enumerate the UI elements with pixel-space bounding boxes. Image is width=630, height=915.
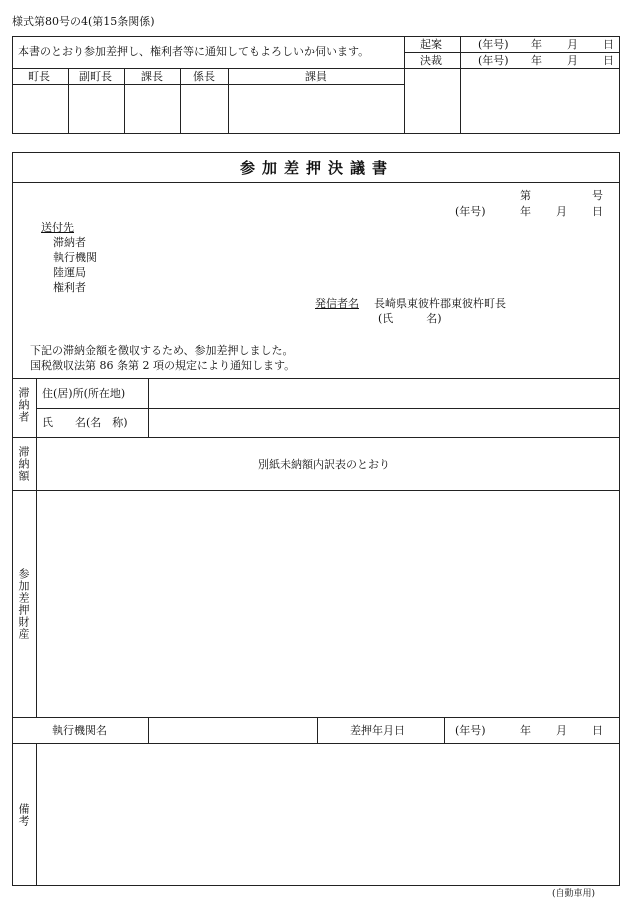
amount-label: 滞納額	[17, 446, 30, 482]
number-suffix: 号	[592, 189, 603, 202]
draft-label: 起案	[420, 38, 442, 51]
draft-year: 年	[531, 38, 542, 51]
seizure-date-month: 月	[556, 724, 567, 737]
role-deputy-mayor: 副町長	[79, 70, 112, 83]
role-unit-chief: 係長	[193, 70, 215, 83]
draft-day: 日	[603, 38, 614, 51]
draft-month: 月	[567, 38, 578, 51]
sender-label: 発信者名	[315, 297, 359, 310]
form-id: 様式第80号の4(第15条関係)	[12, 15, 155, 28]
remarks-label: 備考	[17, 803, 30, 827]
approval-inquiry-text: 本書のとおり参加差押し、権利者等に通知してもよろしいか伺います。	[18, 45, 370, 58]
doc-date-month: 月	[556, 205, 567, 218]
sender-name: 長崎県東彼杵郡東彼杵町長	[374, 297, 506, 310]
recipient-transport-bureau: 陸運局	[53, 266, 86, 279]
role-section-chief: 課長	[141, 70, 163, 83]
address-label: 住(居)所(所在地)	[42, 387, 126, 400]
agency-label: 執行機関名	[52, 724, 107, 737]
seizure-date-day: 日	[592, 724, 603, 737]
decision-month: 月	[567, 54, 578, 67]
doc-date-year: 年	[520, 205, 531, 218]
seal-name: (氏 名)	[378, 312, 442, 325]
decision-label: 決裁	[420, 54, 442, 67]
decision-year: 年	[531, 54, 542, 67]
recipient-rights-holder: 権利者	[53, 281, 86, 294]
draft-era: (年号)	[478, 38, 509, 51]
doc-date-day: 日	[592, 205, 603, 218]
document-title: 参加差押決議書	[240, 159, 395, 177]
number-prefix: 第	[520, 189, 531, 202]
body-line-2: 国税徴収法第 86 条第 2 項の規定により通知します。	[30, 359, 296, 372]
role-staff: 課員	[305, 70, 327, 83]
document-border	[12, 152, 620, 886]
amount-value: 別紙未納額内訳表のとおり	[258, 458, 390, 471]
recipients-heading: 送付先	[41, 221, 74, 234]
delinquent-label: 滞納者	[17, 387, 30, 423]
recipient-delinquent: 滞納者	[53, 236, 86, 249]
role-mayor: 町長	[28, 70, 50, 83]
name-label: 氏 名(名 称)	[42, 416, 128, 429]
decision-era: (年号)	[478, 54, 509, 67]
doc-date-era: (年号)	[455, 205, 486, 218]
recipient-agency: 執行機関	[53, 251, 97, 264]
seizure-date-year: 年	[520, 724, 531, 737]
decision-day: 日	[603, 54, 614, 67]
body-line-1: 下記の滞納金額を徴収するため、参加差押しました。	[30, 344, 294, 357]
footer-note: (自動車用)	[552, 889, 596, 899]
seizure-date-label: 差押年月日	[350, 724, 405, 737]
seizure-date-era: (年号)	[455, 724, 486, 737]
property-label: 参加差押財産	[17, 568, 30, 640]
